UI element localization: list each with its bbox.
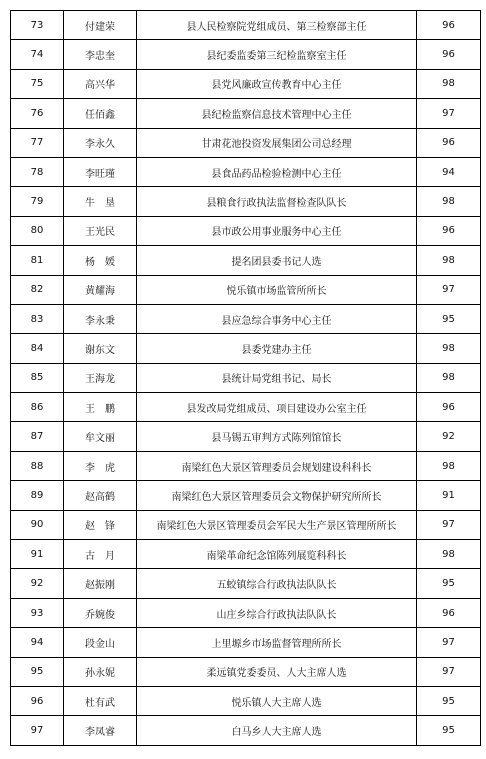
row-number: 84 bbox=[11, 334, 64, 363]
person-name: 段金山 bbox=[64, 628, 137, 657]
table-row bbox=[11, 540, 481, 569]
position-title: 县人民检察院党组成员、第三检察部主任 bbox=[137, 11, 417, 40]
table-row bbox=[11, 216, 481, 245]
person-name: 李永秉 bbox=[64, 304, 137, 333]
table-row bbox=[11, 40, 481, 69]
row-number: 73 bbox=[11, 11, 64, 40]
person-name: 谢东文 bbox=[64, 334, 137, 363]
score-value: 97 bbox=[417, 99, 481, 128]
row-number: 94 bbox=[11, 628, 64, 657]
score-value: 96 bbox=[417, 598, 481, 627]
row-number: 90 bbox=[11, 510, 64, 539]
score-value: 98 bbox=[417, 363, 481, 392]
score-value: 97 bbox=[417, 657, 481, 686]
position-title: 县市政公用事业服务中心主任 bbox=[137, 216, 417, 245]
person-name: 乔婉俊 bbox=[64, 598, 137, 627]
table-row bbox=[11, 363, 481, 392]
row-number: 95 bbox=[11, 657, 64, 686]
row-number: 80 bbox=[11, 216, 64, 245]
row-number: 89 bbox=[11, 481, 64, 510]
position-title: 白马乡人大主席人选 bbox=[137, 716, 417, 745]
roster-table-body bbox=[11, 11, 481, 746]
person-name: 杨 媛 bbox=[64, 246, 137, 275]
position-title: 县委党建办主任 bbox=[137, 334, 417, 363]
person-name: 王 鹏 bbox=[64, 393, 137, 422]
person-name: 黄耀海 bbox=[64, 275, 137, 304]
position-title: 南梁红色大景区管理委员会军民大生产景区管理所所长 bbox=[137, 510, 417, 539]
roster-table bbox=[10, 10, 481, 746]
position-title: 县党风廉政宣传教育中心主任 bbox=[137, 69, 417, 98]
person-name: 付建荣 bbox=[64, 11, 137, 40]
table-row bbox=[11, 451, 481, 480]
table-row bbox=[11, 422, 481, 451]
row-number: 91 bbox=[11, 540, 64, 569]
person-name: 高兴华 bbox=[64, 69, 137, 98]
table-row bbox=[11, 99, 481, 128]
position-title: 山庄乡综合行政执法队队长 bbox=[137, 598, 417, 627]
table-row bbox=[11, 569, 481, 598]
person-name: 李永久 bbox=[64, 128, 137, 157]
position-title: 南梁革命纪念馆陈列展览科科长 bbox=[137, 540, 417, 569]
table-row bbox=[11, 246, 481, 275]
person-name: 赵振刚 bbox=[64, 569, 137, 598]
table-row bbox=[11, 510, 481, 539]
score-value: 96 bbox=[417, 128, 481, 157]
position-title: 县食品药品检验检测中心主任 bbox=[137, 157, 417, 186]
score-value: 96 bbox=[417, 393, 481, 422]
position-title: 提名团县委书记人选 bbox=[137, 246, 417, 275]
row-number: 78 bbox=[11, 157, 64, 186]
score-value: 98 bbox=[417, 187, 481, 216]
table-row bbox=[11, 628, 481, 657]
score-value: 95 bbox=[417, 304, 481, 333]
person-name: 孙永妮 bbox=[64, 657, 137, 686]
position-title: 上里塬乡市场监督管理所所长 bbox=[137, 628, 417, 657]
person-name: 赵高鹤 bbox=[64, 481, 137, 510]
row-number: 81 bbox=[11, 246, 64, 275]
position-title: 县应急综合事务中心主任 bbox=[137, 304, 417, 333]
person-name: 杜有武 bbox=[64, 686, 137, 715]
row-number: 85 bbox=[11, 363, 64, 392]
table-row bbox=[11, 187, 481, 216]
position-title: 悦乐镇人大主席人选 bbox=[137, 686, 417, 715]
person-name: 古 月 bbox=[64, 540, 137, 569]
table-row bbox=[11, 598, 481, 627]
person-name: 任佰鑫 bbox=[64, 99, 137, 128]
score-value: 96 bbox=[417, 11, 481, 40]
position-title: 县纪检监察信息技术管理中心主任 bbox=[137, 99, 417, 128]
row-number: 75 bbox=[11, 69, 64, 98]
person-name: 王光民 bbox=[64, 216, 137, 245]
row-number: 86 bbox=[11, 393, 64, 422]
person-name: 牟文丽 bbox=[64, 422, 137, 451]
score-value: 98 bbox=[417, 246, 481, 275]
table-row bbox=[11, 275, 481, 304]
score-value: 96 bbox=[417, 40, 481, 69]
score-value: 92 bbox=[417, 422, 481, 451]
person-name: 李 虎 bbox=[64, 451, 137, 480]
row-number: 88 bbox=[11, 451, 64, 480]
row-number: 77 bbox=[11, 128, 64, 157]
row-number: 93 bbox=[11, 598, 64, 627]
person-name: 牛 垦 bbox=[64, 187, 137, 216]
score-value: 95 bbox=[417, 569, 481, 598]
score-value: 98 bbox=[417, 69, 481, 98]
row-number: 87 bbox=[11, 422, 64, 451]
person-name: 赵 锋 bbox=[64, 510, 137, 539]
position-title: 悦乐镇市场监管所所长 bbox=[137, 275, 417, 304]
table-row bbox=[11, 334, 481, 363]
row-number: 83 bbox=[11, 304, 64, 333]
table-row bbox=[11, 11, 481, 40]
table-row bbox=[11, 657, 481, 686]
table-row bbox=[11, 481, 481, 510]
person-name: 李忠奎 bbox=[64, 40, 137, 69]
row-number: 74 bbox=[11, 40, 64, 69]
position-title: 县马锡五审判方式陈列馆馆长 bbox=[137, 422, 417, 451]
table-row bbox=[11, 393, 481, 422]
score-value: 96 bbox=[417, 216, 481, 245]
score-value: 97 bbox=[417, 275, 481, 304]
row-number: 82 bbox=[11, 275, 64, 304]
row-number: 76 bbox=[11, 99, 64, 128]
score-value: 94 bbox=[417, 157, 481, 186]
roster-sheet bbox=[10, 10, 476, 746]
table-row bbox=[11, 128, 481, 157]
row-number: 79 bbox=[11, 187, 64, 216]
score-value: 98 bbox=[417, 334, 481, 363]
score-value: 98 bbox=[417, 540, 481, 569]
score-value: 95 bbox=[417, 716, 481, 745]
position-title: 柔远镇党委委员、人大主席人选 bbox=[137, 657, 417, 686]
score-value: 95 bbox=[417, 686, 481, 715]
row-number: 96 bbox=[11, 686, 64, 715]
score-value: 98 bbox=[417, 451, 481, 480]
person-name: 李旺瑾 bbox=[64, 157, 137, 186]
position-title: 五蛟镇综合行政执法队队长 bbox=[137, 569, 417, 598]
row-number: 92 bbox=[11, 569, 64, 598]
table-row bbox=[11, 157, 481, 186]
table-row bbox=[11, 69, 481, 98]
table-row bbox=[11, 686, 481, 715]
position-title: 县发改局党组成员、项目建设办公室主任 bbox=[137, 393, 417, 422]
row-number: 97 bbox=[11, 716, 64, 745]
position-title: 甘肃花池投资发展集团公司总经理 bbox=[137, 128, 417, 157]
position-title: 县粮食行政执法监督检查队队长 bbox=[137, 187, 417, 216]
person-name: 李凤睿 bbox=[64, 716, 137, 745]
score-value: 97 bbox=[417, 510, 481, 539]
position-title: 县纪委监委第三纪检监察室主任 bbox=[137, 40, 417, 69]
position-title: 县统计局党组书记、局长 bbox=[137, 363, 417, 392]
table-row bbox=[11, 716, 481, 745]
person-name: 王海龙 bbox=[64, 363, 137, 392]
position-title: 南梁红色大景区管理委员会规划建设科科长 bbox=[137, 451, 417, 480]
position-title: 南梁红色大景区管理委员会文物保护研究所所长 bbox=[137, 481, 417, 510]
table-row bbox=[11, 304, 481, 333]
score-value: 91 bbox=[417, 481, 481, 510]
score-value: 97 bbox=[417, 628, 481, 657]
